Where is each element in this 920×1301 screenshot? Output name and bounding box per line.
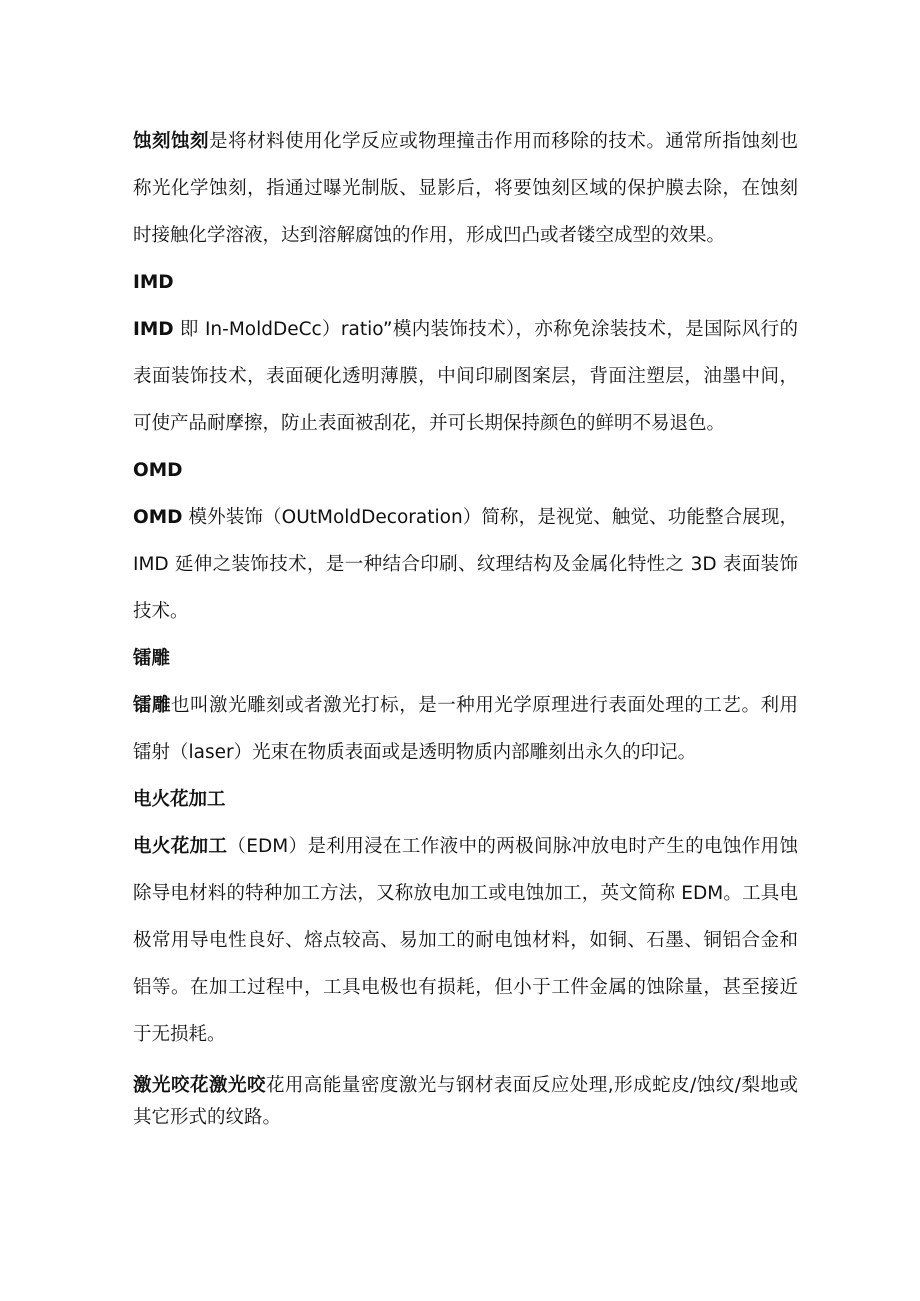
edm-paragraph (133, 823, 798, 1058)
laser-engraving-heading: 镭雕 (133, 648, 171, 669)
laser-engraving-body: 也叫激光雕刻或者激光打标，是一种用光学原理进行表面处理的工艺。利用镭射（laser）光束在物质表面或是透明物质内部雕刻出永久的印记。 (133, 695, 798, 763)
edm-lead: 电火花加工 (133, 836, 228, 857)
imd-heading: IMD (133, 272, 174, 293)
edm-body: （EDM）是利用浸在工作液中的两极间脉冲放电时产生的电蚀作用蚀除导电材料的特种加工方法，又称放电加工或电蚀加工，英文简称 EDM。工具电极常用导电性良好、熔点较高、易加工的耐电蚀材料，如铜、石墨、铜铝合金和铝等。在加工过程中，工具电极也有损耗，但小于工件金属的蚀除量，甚至接近于无损耗。 (133, 836, 798, 1045)
edm-heading: 电火花加工 (133, 789, 226, 810)
omd-lead: OMD (133, 507, 183, 528)
omd-heading: OMD (133, 460, 183, 481)
laser-texture-body: 花用高能量密度激光与钢材表面反应处理,形成蛇皮/蚀纹/梨地或其它形式的纹路。 (133, 1075, 798, 1128)
laser-engraving-lead: 镭雕 (133, 695, 172, 716)
imd-paragraph (133, 306, 798, 447)
omd-body: 模外装饰（OUtMoldDecoration）简称，是视觉、触觉、功能整合展现，IMD 延伸之装饰技术，是一种结合印刷、纹理结构及金属化特性之 3D 表面装饰技术。 (133, 507, 798, 622)
laser-texture-lead: 激光咬花激光咬 (133, 1075, 266, 1096)
etching-lead: 蚀刻蚀刻 (133, 131, 210, 152)
laser-engraving-paragraph (133, 682, 798, 776)
imd-lead: IMD (133, 319, 174, 340)
laser-texture-paragraph (133, 1070, 798, 1134)
document-content (133, 118, 798, 1134)
etching-paragraph (133, 118, 798, 259)
omd-paragraph (133, 494, 798, 635)
etching-body: 是将材料使用化学反应或物理撞击作用而移除的技术。通常所指蚀刻也称光化学蚀刻，指通过曝光制版、显影后，将要蚀刻区域的保护膜去除，在蚀刻时接触化学溶液，达到溶解腐蚀的作用，形成凹凸或者镂空成型的效果。 (133, 131, 798, 246)
imd-body: 即 In-MoldDeCc）ratio”模内装饰技术），亦称免涂装技术，是国际风行的表面装饰技术，表面硬化透明薄膜，中间印刷图案层，背面注塑层，油墨中间，可使产品耐摩擦，防止表面被刮花，并可长期保持颜色的鲜明不易退色。 (133, 319, 798, 434)
